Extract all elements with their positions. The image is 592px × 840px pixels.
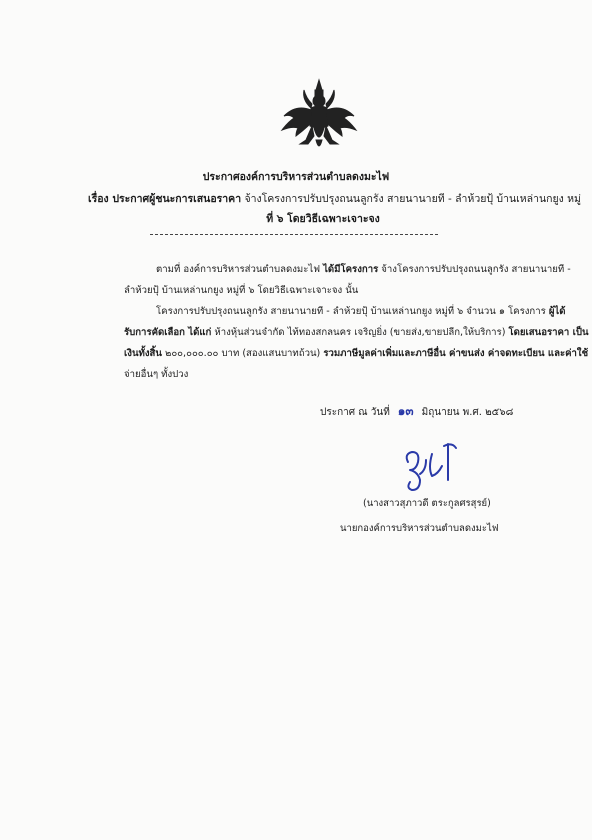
paragraph-2-line-4: จ่ายอื่นๆ ทั้งปวง: [124, 369, 189, 380]
paragraph-1: [124, 259, 571, 301]
handwritten-signature-icon: [398, 440, 464, 500]
paragraph-1-line-1: [124, 259, 571, 280]
text: ๒๐๐,๐๐๐.๐๐ บาท (สองแสนบาทถ้วน): [161, 348, 324, 359]
text-bold: ได้มีโครงการ: [323, 264, 379, 275]
announcement-prefix: ประกาศ ณ วันที่: [320, 407, 390, 418]
text: ตามที่ องค์การบริหารส่วนตำบลดงมะไฟ: [156, 264, 324, 275]
text-bold: รับการคัดเลือก ได้แก่: [124, 327, 212, 338]
subject-line: [88, 189, 581, 229]
divider: [150, 234, 438, 235]
subject-text: จ้างโครงการปรับปรุงถนนลูกรัง สายนานายที - ลำห้วยปุ้ บ้านเหล่านกยูง หมู่: [244, 193, 581, 205]
text-bold: โดยเสนอราคา เป็น: [508, 327, 589, 338]
paragraph-1-line-2: ลำห้วยปุ้ บ้านเหล่านกยูง หมู่ที่ ๖ โดยวิธีเฉพาะเจาะจง นั้น: [124, 285, 359, 296]
text-bold: ผู้ได้: [548, 306, 566, 317]
paragraph-2-line-2: [124, 322, 589, 343]
text: จ้างโครงการปรับปรุงถนนลูกรัง สายนานายที -: [378, 264, 571, 275]
signer-position: นายกองค์การบริหารส่วนตำบลดงมะไฟ: [340, 523, 499, 534]
text: ห้างหุ้นส่วนจำกัด ไท้ทองสกลนคร เจริญยิ่ง (ขายส่ง,ขายปลีก,ให้บริการ): [211, 327, 509, 338]
paragraph-2-line-3: [124, 343, 589, 364]
text: โครงการปรับปรุงถนนลูกรัง สายนานายที - ลำห้วยปุ้ บ้านเหล่านกยูง หมู่ที่ ๖ จำนวน ๑ โครงการ: [156, 306, 549, 317]
paragraph-2-line-1: [124, 301, 564, 322]
text-bold: เงินทั้งสิ้น: [124, 348, 162, 359]
announcement-month-year: มิถุนายน พ.ศ. ๒๕๖๘: [421, 407, 514, 418]
subject-text-line2: ที่ ๖ โดยวิธีเฉพาะเจาะจง: [266, 213, 380, 225]
announcement-date: [320, 402, 513, 421]
subject-prefix: เรื่อง ประกาศผู้ชนะการเสนอราคา: [88, 193, 242, 205]
signer-name: (นางสาวสุภาวดี ตระกูลศรสุรย์): [363, 498, 491, 509]
paragraph-2: [124, 301, 589, 385]
document-title: ประกาศองค์การบริหารส่วนตำบลดงมะไฟ: [202, 171, 390, 183]
announcement-day: ๑๓: [397, 404, 414, 418]
garuda-emblem-icon: [278, 78, 360, 154]
text-bold: รวมภาษีมูลค่าเพิ่มและภาษีอื่น ค่าขนส่ง ค่าจดทะเบียน และค่าใช้: [323, 348, 589, 359]
